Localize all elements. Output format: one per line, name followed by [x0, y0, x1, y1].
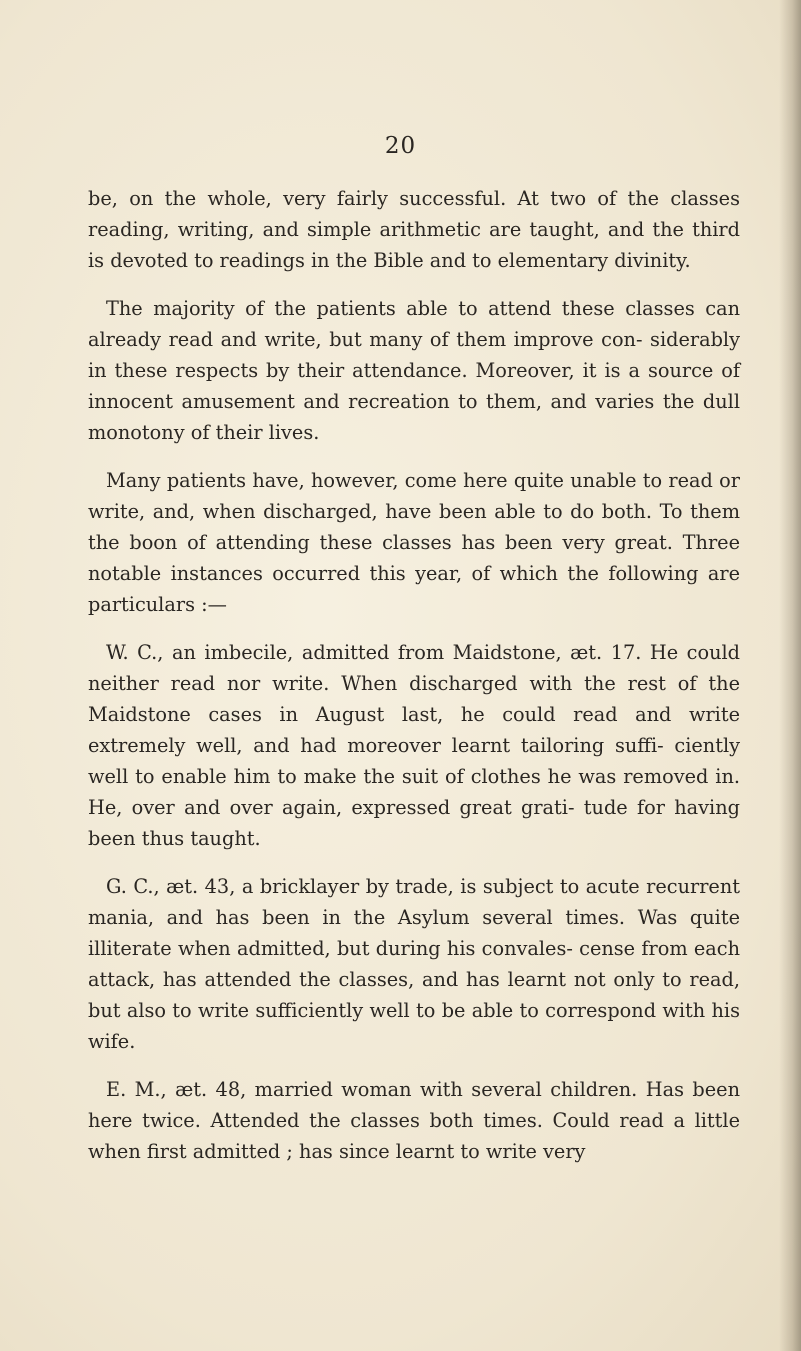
body-text: [88, 183, 740, 1184]
paragraph-many-patients: Many patients have, however, come here quite unable to read or write, and, when discharged, have been able to do both. To them the boon of attending these classes has been very great. Three notable instances occurred this year, of which the following are particulars :—: [88, 469, 740, 616]
paragraph-case-wc: W. C., an imbecile, admitted from Maidstone, æt. 17. He could neither read nor write. When discharged with the rest of the Maidstone cases in August last, he could read and write extremely well, and had moreover learnt tailoring suffi- ciently well to enable him to make the suit of clothes he was removed in. He, over and over again, expressed great grati- tude for having been thus taught.: [88, 641, 740, 850]
page-number: 20: [384, 133, 417, 159]
paragraph-case-gc: G. C., æt. 43, a bricklayer by trade, is subject to acute recurrent mania, and has been in the Asylum several times. Was quite illiterate when admitted, but during his convales- cense from each attack, has attended the classes, and has learnt not only to read, but also to write sufficiently well to be able to correspond with his wife.: [88, 875, 740, 1053]
paragraph-majority: The majority of the patients able to attend these classes can already read and write, but many of them improve con- siderably in these respects by their attendance. Moreover, it is a source of innocent amusement and recreation to them, and varies the dull monotony of their lives.: [88, 297, 740, 444]
paragraph-continuation: be, on the whole, very fairly successful. At two of the classes reading, writing, and simple arithmetic are taught, and the third is devoted to readings in the Bible and to elementary divinity.: [88, 187, 740, 272]
page-edge-shadow: [779, 0, 801, 1351]
paragraph-case-em: E. M., æt. 48, married woman with several children. Has been here twice. Attended the classes both times. Could read a little when first admitted ; has since learnt to write very: [88, 1078, 740, 1163]
